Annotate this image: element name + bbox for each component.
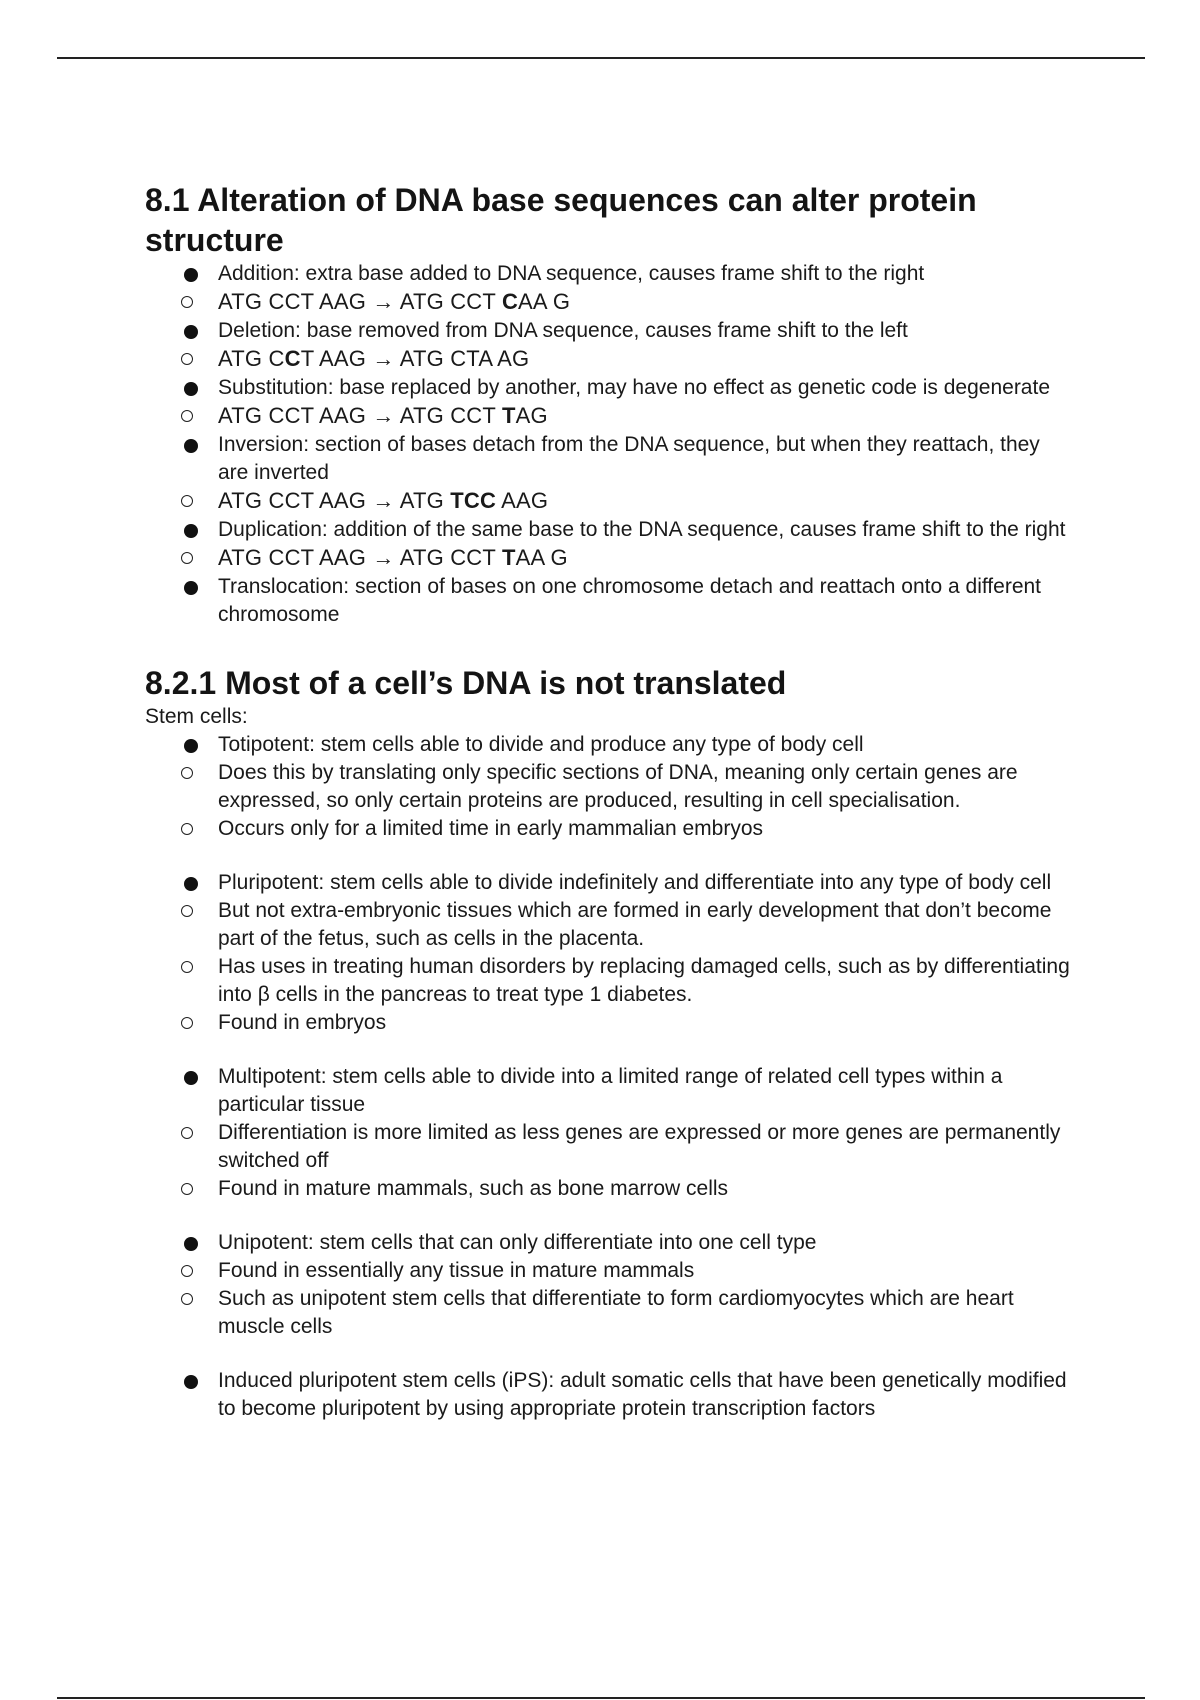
sub-item: But not extra-embryonic tissues which are formed in early development that don’t become part of the fetus, such as cells in the placenta. <box>218 897 1075 953</box>
sub-bullet-icon <box>181 1017 193 1029</box>
list-item-pluripotent <box>145 869 1075 1037</box>
list-item-inversion <box>145 431 1075 516</box>
item-text: Totipotent: stem cells able to divide and produce any type of body cell <box>218 733 864 756</box>
sub-bullet-icon <box>181 1293 193 1305</box>
item-text: Unipotent: stem cells that can only differentiate into one cell type <box>218 1231 817 1254</box>
item-text: Pluripotent: stem cells able to divide indefinitely and differentiate into any type of body cell <box>218 871 1052 894</box>
sub-item: Does this by translating only specific sections of DNA, meaning only certain genes are expressed, so only certain proteins are produced, resulting in cell specialisation. <box>218 759 1075 815</box>
list-item-deletion <box>145 317 1075 374</box>
stem-cells-intro: Stem cells: <box>145 705 248 728</box>
sub-bullet-icon <box>181 410 193 422</box>
sub-bullet-icon <box>181 296 193 308</box>
top-rule <box>57 57 1145 59</box>
item-text: Substitution: base replaced by another, may have no effect as genetic code is degenerate <box>218 376 1051 399</box>
bullet-icon <box>184 1375 198 1389</box>
list-item-unipotent <box>145 1229 1075 1341</box>
item-text: Addition: extra base added to DNA sequence, causes frame shift to the right <box>218 262 925 285</box>
bullet-icon <box>184 1237 198 1251</box>
bottom-rule <box>57 1697 1145 1699</box>
list-item-translocation <box>145 573 1075 629</box>
item-text: Inversion: section of bases detach from the DNA sequence, but when they reattach, they are inverted <box>218 433 1040 484</box>
sub-item: Differentiation is more limited as less genes are expressed or more genes are permanently switched off <box>218 1119 1075 1175</box>
example-sequence: ATG CCT AAG → ATG TCC AAG <box>218 487 1075 516</box>
bullet-icon <box>184 524 198 538</box>
item-text: Induced pluripotent stem cells (iPS): adult somatic cells that have been genetically modified to become pluripotent by using appropriate protein transcription factors <box>218 1369 1067 1420</box>
example-sequence: ATG CCT AAG → ATG CCT TAA G <box>218 544 1075 573</box>
sub-bullet-icon <box>181 353 193 365</box>
bullet-icon <box>184 1071 198 1085</box>
sub-item: Such as unipotent stem cells that differentiate to form cardiomyocytes which are heart muscle cells <box>218 1285 1075 1341</box>
sub-bullet-icon <box>181 1265 193 1277</box>
bullet-icon <box>184 739 198 753</box>
stem-cell-list <box>145 731 1075 1423</box>
item-text: Translocation: section of bases on one chromosome detach and reattach onto a different chromosome <box>218 575 1042 626</box>
sub-bullet-icon <box>181 495 193 507</box>
sub-bullet-icon <box>181 552 193 564</box>
list-item-multipotent <box>145 1063 1075 1203</box>
sub-item: Found in mature mammals, such as bone marrow cells <box>218 1175 1075 1203</box>
example-sequence: ATG CCT AAG → ATG CCT CAA G <box>218 288 1075 317</box>
list-item-duplication <box>145 516 1075 573</box>
bullet-icon <box>184 382 198 396</box>
section-title-8-1: 8.1 Alteration of DNA base sequences can alter protein structure <box>145 182 977 258</box>
sub-item: Found in embryos <box>218 1009 1075 1037</box>
list-item-totipotent <box>145 731 1075 843</box>
sub-item: Has uses in treating human disorders by replacing damaged cells, such as by differentiating into β cells in the pancreas to treat type 1 diabetes. <box>218 953 1075 1009</box>
list-item-substitution <box>145 374 1075 431</box>
bullet-icon <box>184 439 198 453</box>
section-title-8-2-1: 8.2.1 Most of a cell’s DNA is not translated <box>145 665 787 701</box>
sub-bullet-icon <box>181 961 193 973</box>
list-item-addition <box>145 260 1075 317</box>
sub-bullet-icon <box>181 823 193 835</box>
sub-bullet-icon <box>181 1183 193 1195</box>
bullet-icon <box>184 877 198 891</box>
bullet-icon <box>184 325 198 339</box>
sub-bullet-icon <box>181 905 193 917</box>
item-text: Multipotent: stem cells able to divide into a limited range of related cell types within a particular tissue <box>218 1065 1003 1116</box>
example-sequence: ATG CCT AAG → ATG CTA AG <box>218 345 1075 374</box>
example-sequence: ATG CCT AAG → ATG CCT TAG <box>218 402 1075 431</box>
document-body <box>145 180 1075 1423</box>
item-text: Duplication: addition of the same base to the DNA sequence, causes frame shift to the right <box>218 518 1066 541</box>
sub-item: Found in essentially any tissue in mature mammals <box>218 1257 1075 1285</box>
sub-item: Occurs only for a limited time in early mammalian embryos <box>218 815 1075 843</box>
list-item-ips <box>145 1367 1075 1423</box>
sub-bullet-icon <box>181 767 193 779</box>
mutation-list <box>145 260 1075 629</box>
item-text: Deletion: base removed from DNA sequence, causes frame shift to the left <box>218 319 908 342</box>
bullet-icon <box>184 268 198 282</box>
bullet-icon <box>184 581 198 595</box>
sub-bullet-icon <box>181 1127 193 1139</box>
